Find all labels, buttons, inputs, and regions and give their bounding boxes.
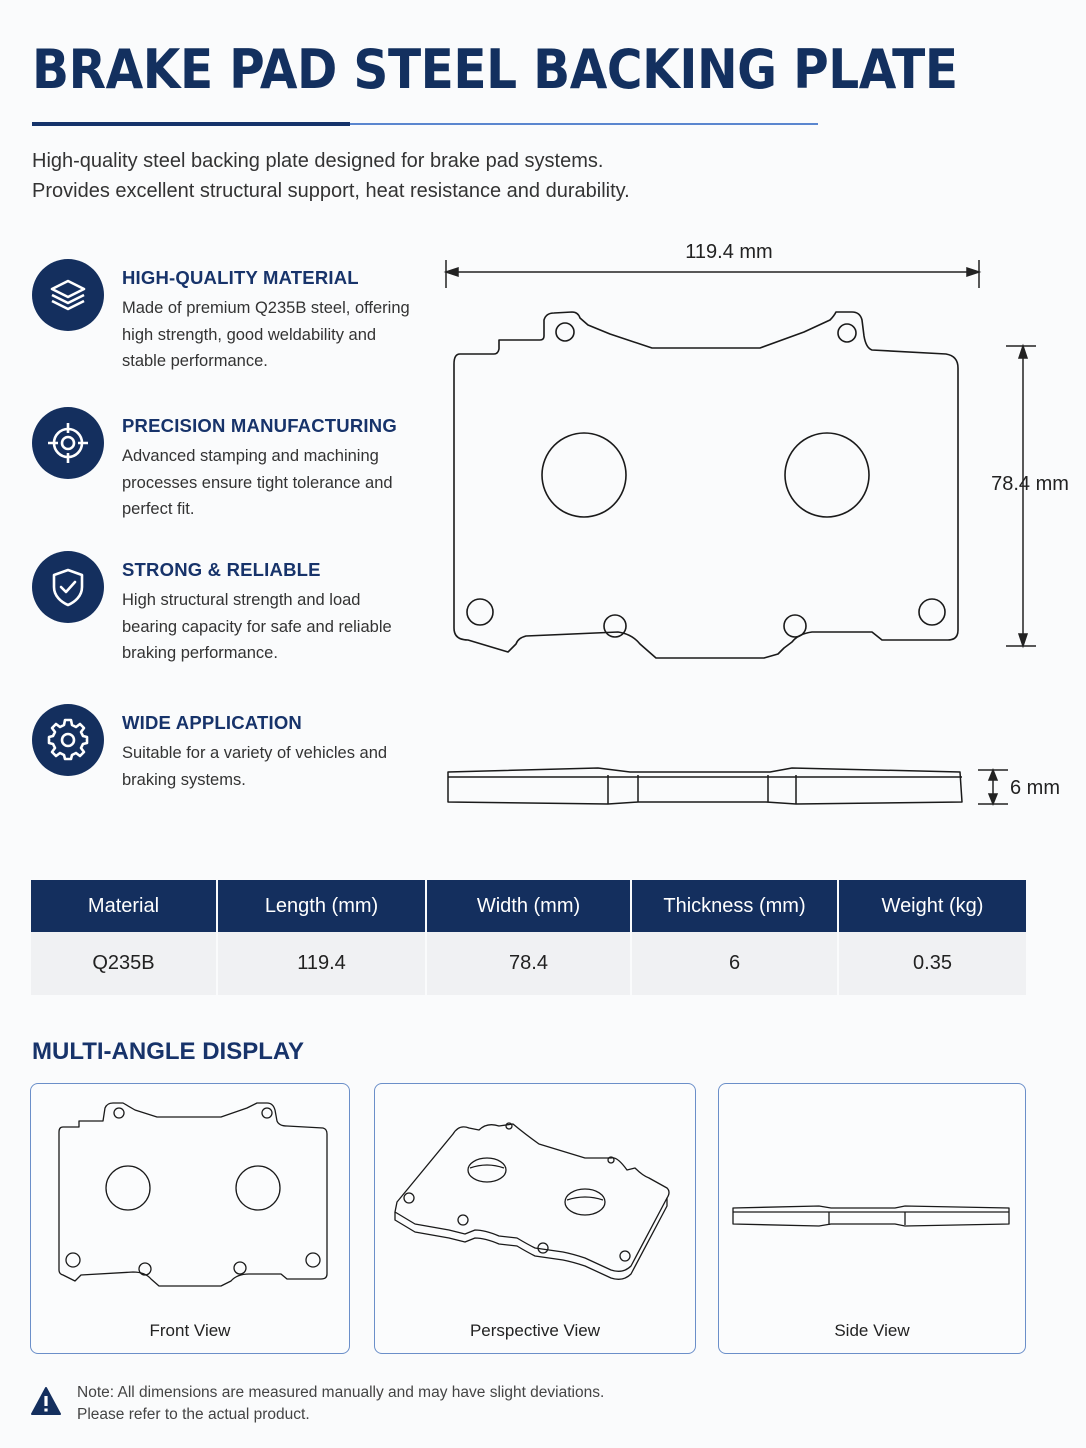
warning-icon bbox=[30, 1386, 62, 1416]
front-view-caption: Front View bbox=[149, 1321, 231, 1340]
plate-front-outline bbox=[454, 312, 958, 658]
feature-description: High structural strength and load bearing capacity for safe and reliable braking performance. bbox=[122, 591, 392, 662]
table-row bbox=[31, 932, 1026, 995]
multi-angle-title: MULTI-ANGLE DISPLAY bbox=[32, 1038, 305, 1065]
intro-text bbox=[32, 146, 630, 206]
intro-line-2: Provides excellent structural support, heat resistance and durability. bbox=[32, 180, 630, 202]
technical-drawing bbox=[420, 230, 1080, 830]
table-header-cell: Thickness (mm) bbox=[631, 880, 838, 932]
table-header-cell: Material bbox=[31, 880, 217, 932]
shield-check-icon bbox=[32, 551, 104, 623]
table-cell: 0.35 bbox=[838, 932, 1026, 995]
feature-title: WIDE APPLICATION bbox=[122, 712, 302, 733]
table-cell: 78.4 bbox=[426, 932, 631, 995]
table-header-row bbox=[31, 880, 1026, 932]
page-title: BRAKE PAD STEEL BACKING PLATE bbox=[32, 38, 958, 101]
table-cell: 119.4 bbox=[217, 932, 426, 995]
perspective-view-drawing bbox=[375, 1084, 697, 1314]
note-line-2: Please refer to the actual product. bbox=[77, 1406, 310, 1423]
table-header-cell: Weight (kg) bbox=[838, 880, 1026, 932]
note-line-1: Note: All dimensions are measured manually and may have slight deviations. bbox=[77, 1384, 605, 1401]
width-label: 78.4 mm bbox=[991, 473, 1069, 495]
title-underline-light bbox=[350, 123, 818, 125]
length-dimension bbox=[446, 260, 979, 288]
plate-side-outline bbox=[448, 768, 962, 804]
width-dimension bbox=[1006, 346, 1036, 646]
gear-icon bbox=[32, 704, 104, 776]
table-cell: 6 bbox=[631, 932, 838, 995]
intro-line-1: High-quality steel backing plate designed for brake pad systems. bbox=[32, 150, 604, 172]
thickness-label: 6 mm bbox=[1010, 777, 1060, 799]
perspective-view-caption: Perspective View bbox=[469, 1321, 601, 1340]
feature-description: Suitable for a variety of vehicles and braking systems. bbox=[122, 744, 388, 789]
thickness-dimension bbox=[978, 770, 1008, 804]
length-label: 119.4 mm bbox=[685, 241, 773, 263]
feature-description: Advanced stamping and machining processes ensure tight tolerance and perfect fit. bbox=[122, 447, 393, 518]
crosshair-icon bbox=[32, 407, 104, 479]
specs-table bbox=[31, 880, 1026, 995]
feature-title: PRECISION MANUFACTURING bbox=[122, 415, 397, 436]
table-header-cell: Length (mm) bbox=[217, 880, 426, 932]
front-view-drawing bbox=[31, 1084, 351, 1314]
title-underline-dark bbox=[32, 122, 350, 126]
title-underline bbox=[32, 122, 818, 126]
side-view-drawing bbox=[719, 1084, 1027, 1314]
front-view-card bbox=[30, 1083, 350, 1354]
side-view-caption: Side View bbox=[834, 1321, 910, 1340]
table-header-cell: Width (mm) bbox=[426, 880, 631, 932]
perspective-view-card bbox=[374, 1083, 696, 1354]
feature-description: Made of premium Q235B steel, offering high strength, good weldability and stable performance. bbox=[122, 299, 410, 370]
layers-icon bbox=[32, 259, 104, 331]
feature-title: HIGH-QUALITY MATERIAL bbox=[122, 267, 359, 288]
side-view-card bbox=[718, 1083, 1026, 1354]
feature-title: STRONG & RELIABLE bbox=[122, 559, 321, 580]
note-text bbox=[77, 1382, 604, 1426]
table-cell: Q235B bbox=[31, 932, 217, 995]
